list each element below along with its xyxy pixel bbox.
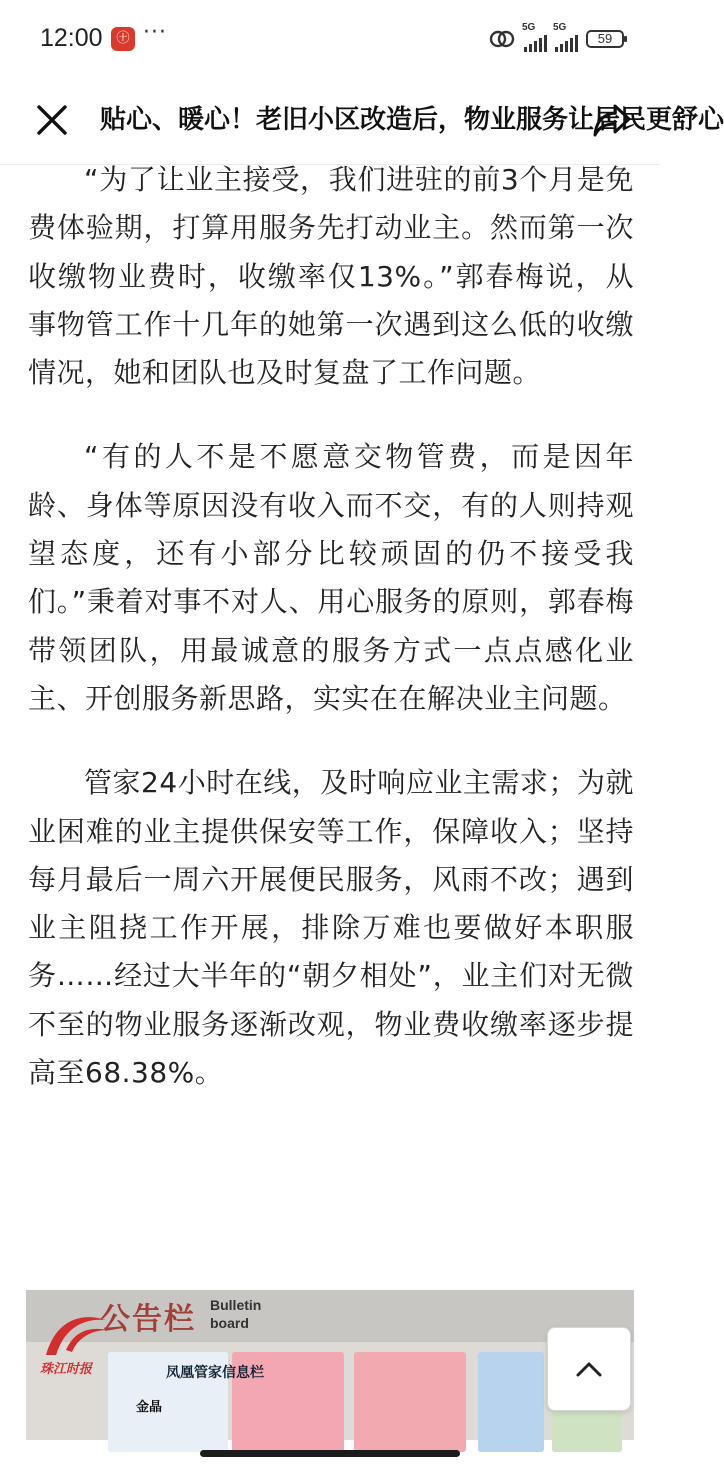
poster-title: 凤凰管家信息栏	[166, 1365, 264, 1381]
bulletin-board-subtitle: Bulletin board	[210, 1297, 262, 1331]
home-indicator[interactable]	[200, 1450, 460, 1457]
nav-bar	[0, 78, 724, 165]
hotspot-icon	[488, 28, 516, 50]
more-notifications-icon: ···	[143, 20, 167, 45]
status-time: 12:00	[40, 24, 103, 52]
status-bar	[0, 0, 660, 78]
page-title: 贴心、暖心！老旧小区改造后，物业服务让居民更舒心	[100, 105, 724, 135]
newspaper-logo-text: 珠江时报	[40, 1362, 93, 1377]
network-type-label: 5G	[522, 22, 536, 33]
battery-icon: 59	[586, 30, 624, 48]
share-icon	[592, 102, 632, 138]
article-paragraph: “有的人不是不愿意交物管费，而是因年龄、身体等原因没有收入而不交，有的人则持观望态度，还有小部分比较顽固的仍不接受我们。”秉着对事不对人、用心服务的原则，郭春梅带领团队，用最诚意的服务方式一点点感化业主、开创服务新思路，实实在在解决业主问题。	[28, 440, 634, 715]
poster-person-name: 金晶	[136, 1400, 163, 1415]
network-type-label: 5G	[553, 22, 567, 33]
close-icon	[35, 103, 69, 137]
bulletin-board-title: 公告栏	[100, 1302, 196, 1337]
chevron-up-icon	[575, 1360, 603, 1378]
signal-icon	[553, 22, 578, 52]
article-image[interactable]	[26, 1290, 634, 1440]
poster	[354, 1352, 466, 1452]
close-button[interactable]	[28, 96, 76, 144]
poster	[478, 1352, 544, 1452]
share-button[interactable]	[588, 96, 636, 144]
article-body	[28, 164, 634, 1133]
status-icons	[488, 22, 624, 52]
scroll-to-top-button[interactable]	[547, 1327, 631, 1411]
signal-icon	[522, 22, 547, 52]
app-notification-icon: ㊉	[111, 27, 135, 51]
article-paragraph: 管家24小时在线，及时响应业主需求；为就业困难的业主提供保安等工作，保障收入；坚持每月最后一周六开展便民服务，风雨不改；遇到业主阻挠工作开展，排除万难也要做好本职服务……经过大半年的“朝夕相处”，业主们对无微不至的物业服务逐渐改观，物业费收缴率逐步提高至68.38%。	[28, 766, 634, 1090]
article-paragraph: “为了让业主接受，我们进驻的前3个月是免费体验期，打算用服务先打动业主。然而第一次收缴物业费时，收缴率仅13%。”郭春梅说，从事物管工作十几年的她第一次遇到这么低的收缴情况，她和团队也及时复盘了工作问题。	[28, 163, 634, 390]
